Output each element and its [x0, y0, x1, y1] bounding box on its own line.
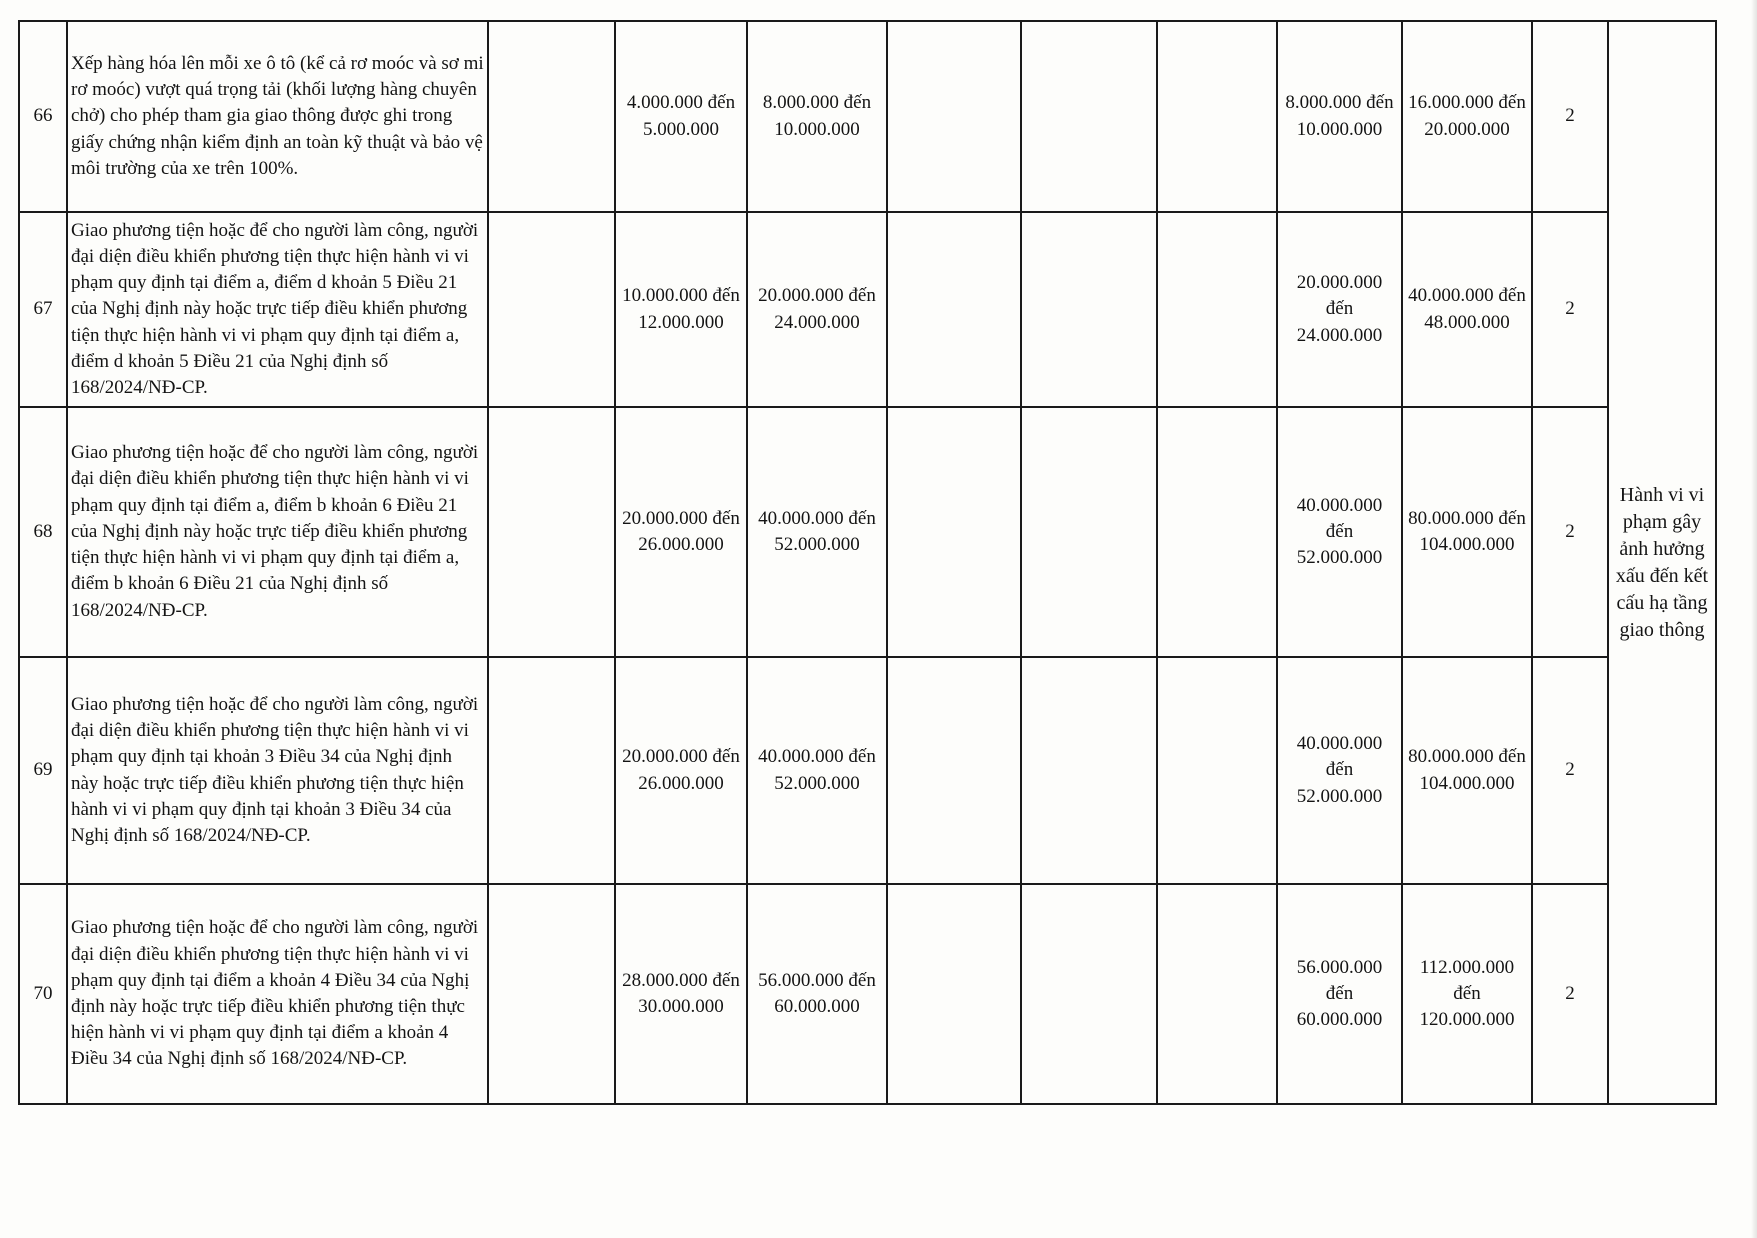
empty-cell — [887, 884, 1021, 1104]
row-number: 68 — [19, 407, 67, 657]
fine-new: 40.000.000 đến 52.000.000 — [747, 657, 887, 884]
table-row — [19, 21, 1716, 212]
empty-cell — [1021, 21, 1157, 212]
fine-repeat-2: 40.000.000 đến 48.000.000 — [1402, 212, 1532, 407]
violation-description: Xếp hàng hóa lên mỗi xe ô tô (kể cả rơ moóc và sơ mi rơ moóc) vượt quá trọng tải (khối lượng hàng chuyên chở) cho phép tham gia giao thông được ghi trong giấy chứng nhận kiểm định an toàn kỹ thuật và bảo vệ môi trường của xe trên 100%. — [67, 21, 488, 212]
empty-cell — [488, 212, 615, 407]
empty-cell — [1157, 212, 1277, 407]
license-points: 2 — [1532, 407, 1608, 657]
violation-description: Giao phương tiện hoặc để cho người làm công, người đại diện điều khiển phương tiện thực hiện hành vi vi phạm quy định tại điểm a khoản 4 Điều 34 của Nghị định này hoặc trực tiếp điều khiển phương tiện thực hiện hành vi vi phạm quy định tại điểm a khoản 4 Điều 34 của Nghị định số 168/2024/NĐ-CP. — [67, 884, 488, 1104]
empty-cell — [488, 407, 615, 657]
empty-cell — [887, 407, 1021, 657]
fine-repeat-2: 112.000.000 đến 120.000.000 — [1402, 884, 1532, 1104]
empty-cell — [1021, 212, 1157, 407]
empty-cell — [1021, 657, 1157, 884]
fine-repeat-2: 80.000.000 đến 104.000.000 — [1402, 407, 1532, 657]
license-points: 2 — [1532, 657, 1608, 884]
table-row — [19, 884, 1716, 1104]
penalty-table — [18, 20, 1717, 1105]
violation-description: Giao phương tiện hoặc để cho người làm công, người đại diện điều khiển phương tiện thực hiện hành vi vi phạm quy định tại điểm a, điểm b khoản 6 Điều 21 của Nghị định này hoặc trực tiếp điều khiển phương tiện thực hiện hành vi vi phạm quy định tại điểm a, điểm b khoản 6 Điều 21 của Nghị định số 168/2024/NĐ-CP. — [67, 407, 488, 657]
fine-new: 8.000.000 đến 10.000.000 — [747, 21, 887, 212]
fine-repeat-1: 56.000.000 đến 60.000.000 — [1277, 884, 1402, 1104]
violation-group-label: Hành vi vi phạm gây ảnh hưởng xấu đến kết cấu hạ tầng giao thông — [1608, 21, 1716, 1104]
empty-cell — [887, 21, 1021, 212]
fine-repeat-2: 80.000.000 đến 104.000.000 — [1402, 657, 1532, 884]
fine-new: 20.000.000 đến 24.000.000 — [747, 212, 887, 407]
fine-repeat-2: 16.000.000 đến 20.000.000 — [1402, 21, 1532, 212]
empty-cell — [887, 657, 1021, 884]
violation-description: Giao phương tiện hoặc để cho người làm công, người đại diện điều khiển phương tiện thực hiện hành vi vi phạm quy định tại khoản 3 Điều 34 của Nghị định này hoặc trực tiếp điều khiển phương tiện thực hiện hành vi vi phạm quy định tại khoản 3 Điều 34 của Nghị định số 168/2024/NĐ-CP. — [67, 657, 488, 884]
empty-cell — [488, 884, 615, 1104]
fine-repeat-1: 40.000.000 đến 52.000.000 — [1277, 657, 1402, 884]
table-row — [19, 212, 1716, 407]
empty-cell — [1157, 407, 1277, 657]
empty-cell — [887, 212, 1021, 407]
empty-cell — [488, 657, 615, 884]
license-points: 2 — [1532, 884, 1608, 1104]
fine-old: 4.000.000 đến 5.000.000 — [615, 21, 747, 212]
page-edge-shadow — [1751, 0, 1757, 1238]
empty-cell — [1021, 884, 1157, 1104]
fine-repeat-1: 8.000.000 đến 10.000.000 — [1277, 21, 1402, 212]
fine-old: 20.000.000 đến 26.000.000 — [615, 657, 747, 884]
fine-repeat-1: 40.000.000 đến 52.000.000 — [1277, 407, 1402, 657]
fine-new: 40.000.000 đến 52.000.000 — [747, 407, 887, 657]
empty-cell — [488, 21, 615, 212]
row-number: 66 — [19, 21, 67, 212]
empty-cell — [1157, 884, 1277, 1104]
row-number: 70 — [19, 884, 67, 1104]
table-row — [19, 657, 1716, 884]
fine-old: 10.000.000 đến 12.000.000 — [615, 212, 747, 407]
fine-old: 20.000.000 đến 26.000.000 — [615, 407, 747, 657]
table-row — [19, 407, 1716, 657]
fine-new: 56.000.000 đến 60.000.000 — [747, 884, 887, 1104]
fine-old: 28.000.000 đến 30.000.000 — [615, 884, 747, 1104]
empty-cell — [1157, 657, 1277, 884]
empty-cell — [1021, 407, 1157, 657]
row-number: 67 — [19, 212, 67, 407]
empty-cell — [1157, 21, 1277, 212]
violation-description: Giao phương tiện hoặc để cho người làm công, người đại diện điều khiển phương tiện thực hiện hành vi vi phạm quy định tại điểm a, điểm d khoản 5 Điều 21 của Nghị định này hoặc trực tiếp điều khiển phương tiện thực hiện hành vi vi phạm quy định tại điểm a, điểm d khoản 5 Điều 21 của Nghị định số 168/2024/NĐ-CP. — [67, 212, 488, 407]
row-number: 69 — [19, 657, 67, 884]
license-points: 2 — [1532, 21, 1608, 212]
license-points: 2 — [1532, 212, 1608, 407]
fine-repeat-1: 20.000.000 đến 24.000.000 — [1277, 212, 1402, 407]
